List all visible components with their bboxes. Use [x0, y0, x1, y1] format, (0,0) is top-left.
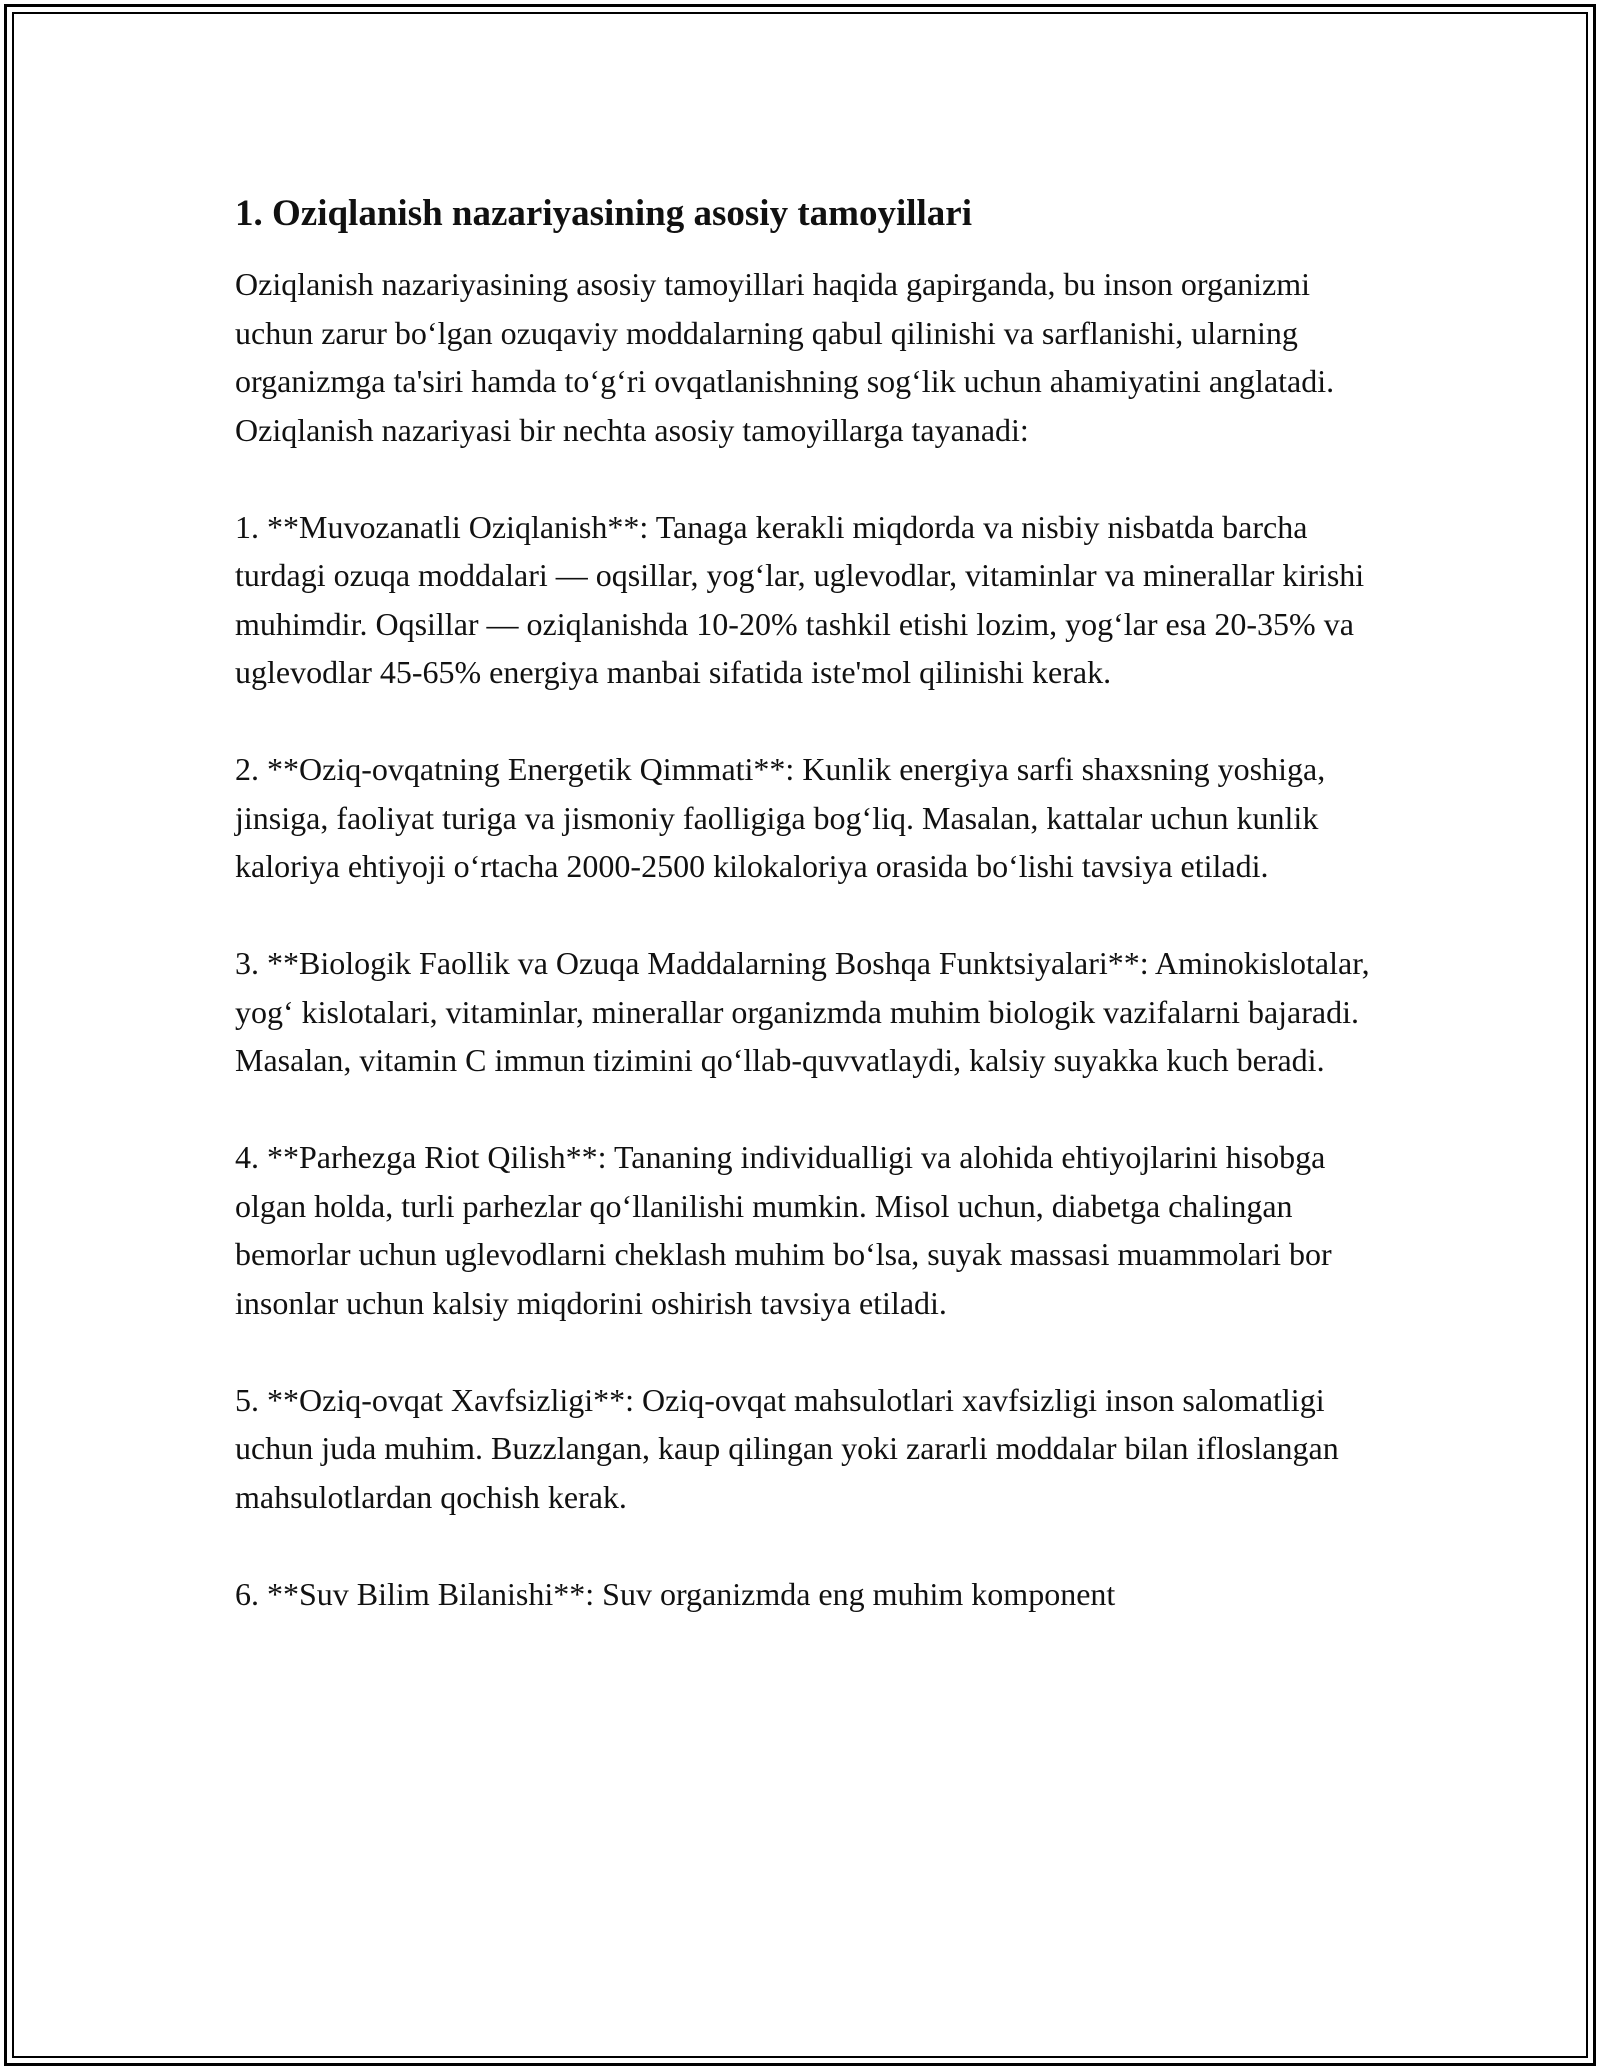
principle-paragraph-2: 2. **Oziq-ovqatning Energetik Qimmati**: Kunlik energiya sarfi shaxsning yoshiga, jinsiga, faoliyat turiga va jismoniy faolligiga bog‘liq. Masalan, kattalar uchun kunlik kaloriya ehtiyoji o‘rtacha 2000-2500 kilokaloriya orasida bo‘lishi tavsiya etiladi.: [235, 751, 1326, 884]
principle-paragraph-1: 1. **Muvozanatli Oziqlanish**: Tanaga kerakli miqdorda va nisbiy nisbatda barcha turdagi ozuqa moddalari — oqsillar, yog‘lar, uglevodlar, vitaminlar va minerallar kirishi muhimdir. Oqsillar — oziqlanishda 10-20% tashkil etishi lozim, yog‘lar esa 20-35% va uglevodlar 45-65% energiya manbai sifatida iste'mol qilinishi kerak.: [235, 508, 1365, 690]
principle-paragraph-3: 3. **Biologik Faollik va Ozuqa Maddalarning Boshqa Funktsiyalari**: Aminokislotalar, yog‘ kislotalari, vitaminlar, minerallar organizmda muhim biologik vazifalarni bajaradi. Masalan, vitamin C immun tizimini qo‘llab-quvvatlaydi, kalsiy suyakka kuch beradi.: [235, 945, 1370, 1078]
section-heading: 1. Oziqlanish nazariyasining asosiy tamoyillari: [235, 193, 973, 234]
principle-paragraph-4: 4. **Parhezga Riot Qilish**: Tananing individualligi va alohida ehtiyojlarini hisobga olgan holda, turli parhezlar qo‘llanilishi mumkin. Misol uchun, diabetga chalingan bemorlar uchun uglevodlarni cheklash muhim bo‘lsa, suyak massasi muammolari bor insonlar uchun kalsiy miqdorini oshirish tavsiya etiladi.: [235, 1139, 1332, 1321]
principle-paragraph-6: 6. **Suv Bilim Bilanishi**: Suv organizmda eng muhim komponent: [235, 1575, 1116, 1612]
intro-paragraph: Oziqlanish nazariyasining asosiy tamoyillari haqida gapirganda, bu inson organizmi uchun zarur bo‘lgan ozuqaviy moddalarning qabul qilinishi va sarflanishi, ularning organizmga ta'siri hamda to‘g‘ri ovqatlanishning sog‘lik uchun ahamiyatini anglatadi. Oziqlanish nazariyasi bir nechta asosiy tamoyillarga tayanadi:: [235, 266, 1335, 448]
principle-paragraph-5: 5. **Oziq-ovqat Xavfsizligi**: Oziq-ovqat mahsulotlari xavfsizligi inson salomatligi uchun juda muhim. Buzzlangan, kaup qilingan yoki zararli moddalar bilan ifloslangan mahsulotlardan qochish kerak.: [235, 1381, 1339, 1515]
document-body: [235, 188, 1385, 1667]
